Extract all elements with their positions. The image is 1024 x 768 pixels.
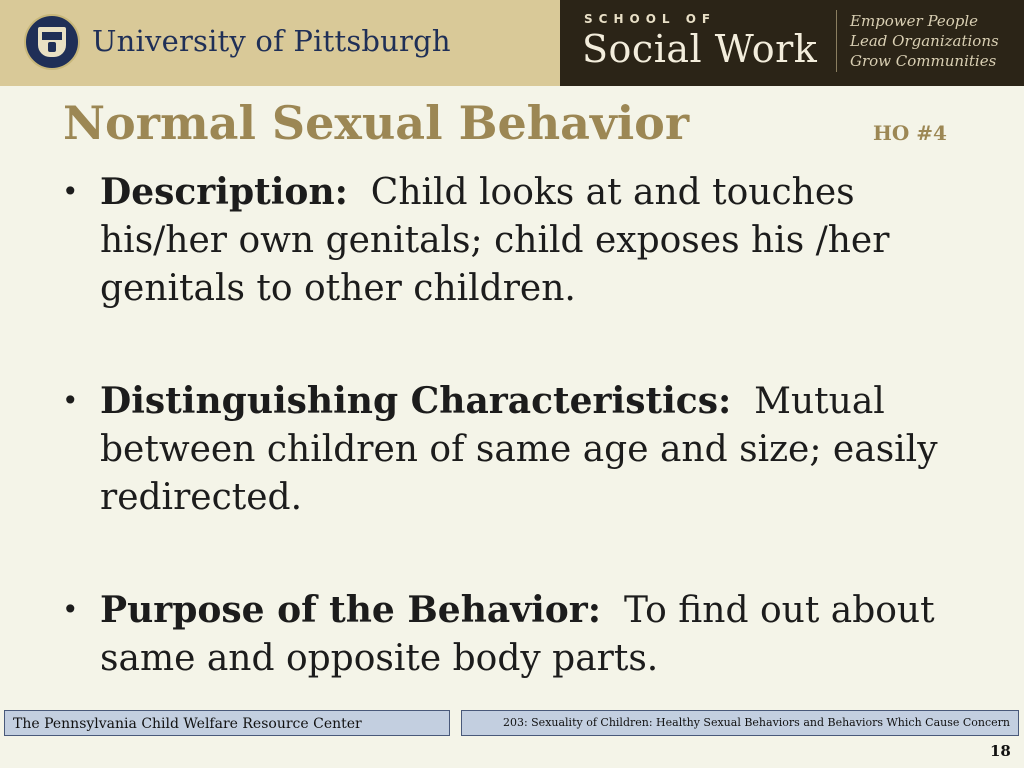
slide-title: Normal Sexual Behavior	[63, 96, 690, 150]
handout-number: HO #4	[873, 121, 947, 145]
school-of-label: SCHOOL OF	[584, 12, 717, 26]
header-divider	[836, 10, 837, 72]
bullet-dot-icon: •	[62, 593, 79, 626]
footer-organization: The Pennsylvania Child Welfare Resource Center	[4, 710, 450, 736]
university-banner	[0, 0, 560, 86]
bullet-text: To find out about same and opposite body parts.	[100, 590, 947, 679]
tagline-2: Lead Organizations	[850, 32, 999, 50]
bullet-label: Description:	[100, 171, 348, 213]
university-name: University of Pittsburgh	[92, 24, 451, 58]
bullet-label: Purpose of the Behavior:	[100, 589, 602, 631]
bullet-item	[62, 168, 982, 313]
footer-course-title: 203: Sexuality of Children: Healthy Sexual Behaviors and Behaviors Which Cause Concern	[461, 710, 1019, 736]
bullet-text: Child looks at and touches his/her own genitals; child exposes his /her genitals to other children.	[100, 172, 901, 309]
bullet-text: Mutual between children of same age and size; easily redirected.	[100, 381, 949, 518]
tagline-3: Grow Communities	[850, 52, 997, 70]
bullet-item	[62, 377, 982, 522]
bullet-label: Distinguishing Characteristics:	[100, 380, 732, 422]
bullet-list	[62, 168, 982, 683]
social-work-label: Social Work	[582, 27, 818, 71]
slide-header	[0, 0, 1024, 86]
tagline-1: Empower People	[850, 12, 979, 30]
bullet-item	[62, 586, 982, 683]
bullet-dot-icon: •	[62, 384, 79, 417]
university-seal-icon	[24, 14, 80, 70]
page-number: 18	[990, 742, 1011, 760]
bullet-dot-icon: •	[62, 175, 79, 208]
